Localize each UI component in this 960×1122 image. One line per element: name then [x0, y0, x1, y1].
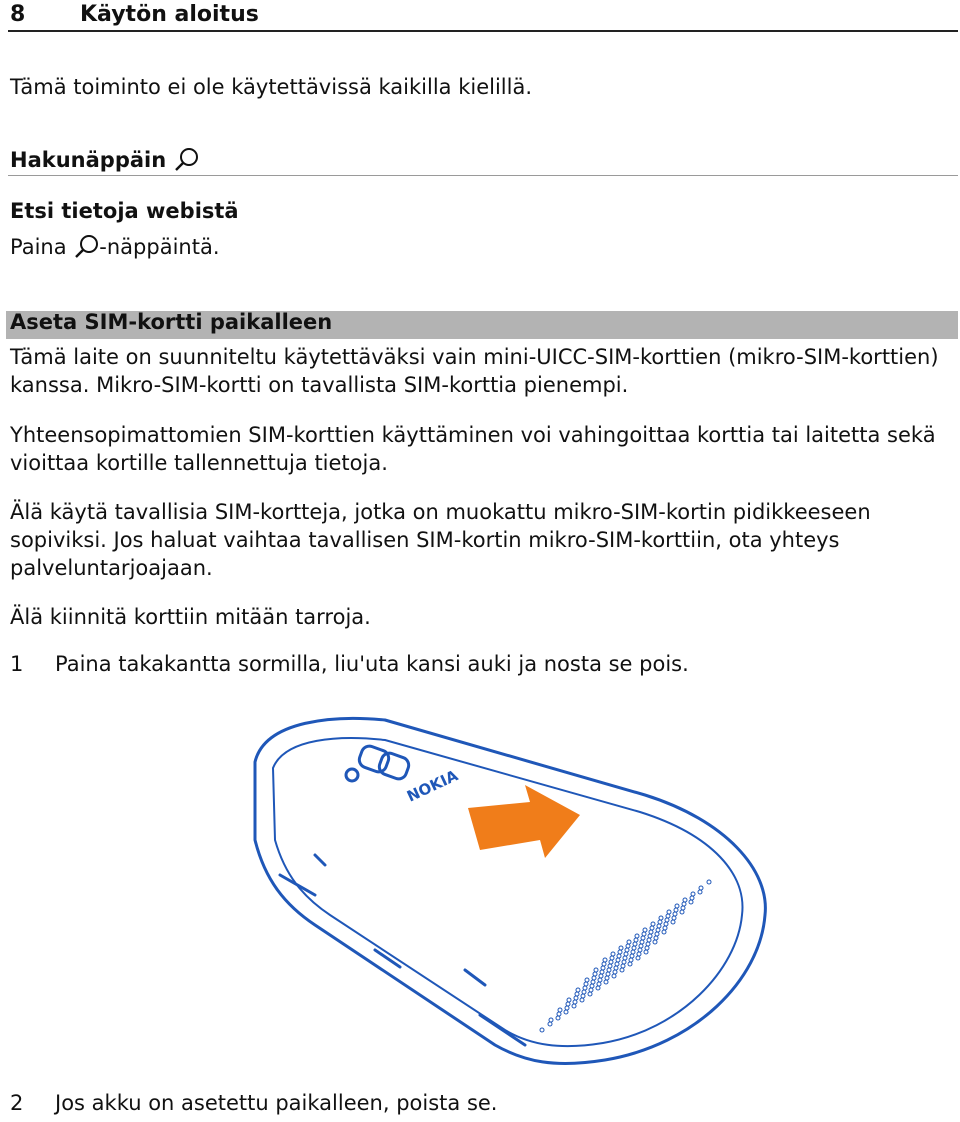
grille-dot — [540, 1028, 544, 1032]
grille-dot — [673, 912, 677, 916]
sim-paragraph-3: Älä käytä tavallisia SIM-kortteja, jotka on muokattu mikro-SIM-kortin pidikkeeseen sopiviksi. Jos haluat vaihtaa tavallisen SIM-kortin mikro-SIM-korttiin, ota yhteys palveluntarjoajaan. — [10, 500, 871, 580]
grille-dot — [610, 956, 614, 960]
grille-dot — [651, 922, 655, 926]
grille-dot — [665, 918, 669, 922]
grille-dot — [624, 952, 628, 956]
step-2-number: 2 — [10, 1091, 24, 1115]
grille-dot — [621, 964, 625, 968]
grille-dot — [681, 906, 685, 910]
phone-back-cover-illustration — [225, 700, 785, 1080]
grille-dot — [639, 944, 643, 948]
grille-dot — [611, 952, 615, 956]
grille-dot — [582, 990, 586, 994]
section-rule — [8, 175, 958, 176]
grille-dot — [549, 1018, 553, 1022]
slide-direction-arrow-icon — [468, 785, 580, 858]
grille-dot — [699, 886, 703, 890]
grille-dot — [630, 954, 634, 958]
grille-dot — [680, 910, 684, 914]
grille-dot — [592, 976, 596, 980]
grille-dot — [609, 960, 613, 964]
grille-dot — [584, 982, 588, 986]
grille-dot — [612, 974, 616, 978]
grille-dot — [601, 966, 605, 970]
grille-dot — [607, 968, 611, 972]
grille-dot — [613, 970, 617, 974]
grille-dot — [627, 940, 631, 944]
grille-dot — [576, 988, 580, 992]
grille-dot — [647, 938, 651, 942]
search-key-heading-text: Hakunäppäin — [10, 148, 167, 172]
grille-dot — [608, 964, 612, 968]
sim-section-heading: Aseta SIM-kortti paikalleen — [10, 310, 333, 334]
grille-dot — [625, 948, 629, 952]
grille-dot — [641, 936, 645, 940]
chapter-title: Käytön aloitus — [80, 2, 259, 27]
grille-dot — [698, 890, 702, 894]
grille-dot — [573, 1000, 577, 1004]
grille-dot — [653, 940, 657, 944]
grille-dot — [707, 880, 711, 884]
instruction-before: Paina — [10, 235, 67, 259]
grille-dot — [572, 1004, 576, 1008]
search-key-heading — [10, 147, 199, 172]
grille-dot — [618, 950, 622, 954]
search-sub-heading: Etsi tietoja webistä — [10, 199, 239, 223]
grille-dot — [689, 900, 693, 904]
grille-dot — [646, 942, 650, 946]
grille-dot — [632, 946, 636, 950]
grille-dot — [656, 928, 660, 932]
sim-section-heading-bar — [6, 311, 958, 339]
chapter-header — [8, 0, 958, 32]
grille-dot — [672, 916, 676, 920]
grille-dot — [581, 994, 585, 998]
grille-dot — [597, 982, 601, 986]
grille-dot — [619, 946, 623, 950]
grille-dot — [603, 958, 607, 962]
grille-dot — [567, 998, 571, 1002]
sim-paragraph-4: Älä kiinnitä korttiin mitään tarroja. — [10, 605, 371, 629]
grille-dot — [631, 950, 635, 954]
grille-dot — [558, 1008, 562, 1012]
grille-dot — [633, 942, 637, 946]
grille-dot — [600, 970, 604, 974]
grille-dot — [548, 1022, 552, 1026]
grille-dot — [682, 902, 686, 906]
grille-dot — [596, 986, 600, 990]
grille-dot — [557, 1012, 561, 1016]
grille-dot — [664, 922, 668, 926]
grille-dot — [620, 968, 624, 972]
grille-dot — [602, 962, 606, 966]
grille-dot — [617, 954, 621, 958]
grille-dot — [650, 926, 654, 930]
grille-dot — [666, 914, 670, 918]
instruction-after: -näppäintä. — [99, 235, 220, 259]
grille-dot — [580, 998, 584, 1002]
grille-dot — [593, 972, 597, 976]
grille-dot — [674, 908, 678, 912]
grille-dot — [583, 986, 587, 990]
search-instruction — [10, 233, 220, 261]
grille-dot — [683, 898, 687, 902]
grille-dot — [642, 932, 646, 936]
grille-dot — [575, 992, 579, 996]
grille-dot — [598, 978, 602, 982]
grille-dot — [565, 1006, 569, 1010]
grille-dot — [604, 980, 608, 984]
grille-dot — [623, 956, 627, 960]
grille-dot — [645, 946, 649, 950]
grille-dot — [690, 896, 694, 900]
phone-illustration-svg — [225, 700, 785, 1080]
sim-paragraph-1: Tämä laite on suunniteltu käytettäväksi vain mini-UICC-SIM-korttien (mikro-SIM-korttien) kanssa. Mikro-SIM-kortti on tavallista SIM-korttia pienempi. — [10, 345, 939, 397]
grille-dot — [588, 992, 592, 996]
grille-dot — [564, 1010, 568, 1014]
grille-dot — [615, 962, 619, 966]
grille-dot — [599, 974, 603, 978]
step-2-text: Jos akku on asetettu paikalleen, poista se. — [55, 1091, 498, 1115]
grille-dot — [605, 976, 609, 980]
search-icon — [73, 234, 99, 258]
grille-dot — [658, 920, 662, 924]
grille-dot — [614, 966, 618, 970]
search-icon — [173, 147, 199, 171]
grille-dot — [667, 910, 671, 914]
grille-dot — [655, 932, 659, 936]
grille-dot — [662, 930, 666, 934]
step-1-text: Paina takakantta sormilla, liu'uta kansi auki ja nosta se pois. — [55, 652, 689, 676]
grille-dot — [591, 980, 595, 984]
grille-dot — [589, 988, 593, 992]
grille-dot — [648, 934, 652, 938]
grille-dot — [628, 962, 632, 966]
grille-dot — [671, 920, 675, 924]
grille-dot — [556, 1016, 560, 1020]
grille-dot — [654, 936, 658, 940]
grille-dot — [638, 948, 642, 952]
grille-dot — [675, 904, 679, 908]
grille-dot — [643, 928, 647, 932]
chapter-number: 8 — [10, 2, 26, 27]
grille-dot — [644, 950, 648, 954]
grille-dot — [640, 940, 644, 944]
grille-dot — [636, 956, 640, 960]
sim-paragraph-2: Yhteensopimattomien SIM-korttien käyttäminen voi vahingoittaa korttia tai laitetta sekä vioittaa kortille tallennettuja tietoja. — [10, 423, 936, 475]
grille-dot — [629, 958, 633, 962]
grille-dot — [634, 938, 638, 942]
grille-dot — [691, 892, 695, 896]
grille-dot — [659, 916, 663, 920]
grille-dot — [626, 944, 630, 948]
grille-dot — [657, 924, 661, 928]
speaker-grille — [540, 880, 711, 1032]
step-1-number: 1 — [10, 652, 24, 676]
grille-dot — [637, 952, 641, 956]
grille-dot — [622, 960, 626, 964]
grille-dot — [585, 978, 589, 982]
grille-dot — [590, 984, 594, 988]
grille-dot — [594, 968, 598, 972]
grille-dot — [635, 934, 639, 938]
grille-dot — [649, 930, 653, 934]
grille-dot — [574, 996, 578, 1000]
grille-dot — [616, 958, 620, 962]
intro-note: Tämä toiminto ei ole käytettävissä kaikilla kielillä. — [10, 75, 532, 99]
grille-dot — [663, 926, 667, 930]
brand-logo: NOKIA — [404, 766, 461, 806]
grille-dot — [566, 1002, 570, 1006]
grille-dot — [606, 972, 610, 976]
